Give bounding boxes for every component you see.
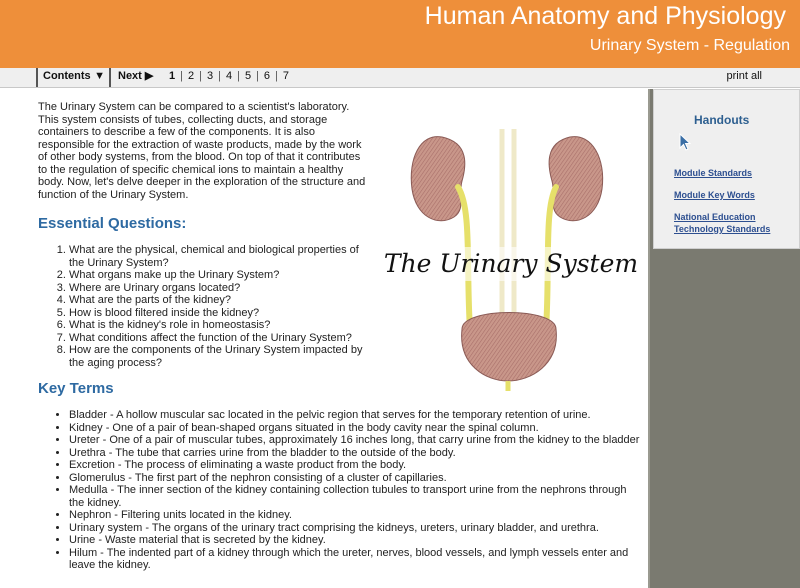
question-item: 7. What conditions affect the function of the Urinary System?: [69, 332, 369, 345]
page-separator: |: [199, 70, 202, 82]
page-separator: |: [256, 70, 259, 82]
next-button[interactable]: [118, 68, 153, 85]
page-header: [0, 0, 800, 68]
sidebar: [648, 89, 800, 588]
module-standards-link[interactable]: Module Standards: [674, 168, 753, 178]
term-item: • Nephron - Filtering units located in the kidney.: [69, 509, 644, 522]
page-separator: |: [275, 70, 278, 82]
term-item: • Ureter - One of a pair of muscular tubes, approximately 16 inches long, that carry urine from the kidney to the bladder: [69, 434, 644, 447]
term-item: • Excretion - The process of eliminating a waste product from the body.: [69, 459, 644, 472]
contents-dropdown[interactable]: [36, 68, 111, 87]
page-link-2[interactable]: 2: [187, 70, 195, 82]
term-item: • Glomerulus - The first part of the nephron consisting of a cluster of capillaries.: [69, 472, 644, 485]
urinary-organs-drawing: [380, 129, 642, 391]
intro-paragraph: The Urinary System can be compared to a scientist's laboratory. This system consists of tubes, collecting ducts, and storage containers to describe a few of the components. It is also responsible for the extraction of waste products, made by the work of other body systems, from the blood. On top of that it contributes to the regulation of specific chemical ions to maintain a healthy body. Now, let's delve deeper in the exploration of the structure and function of the Urinary System.: [38, 101, 366, 201]
play-arrow-icon: ▶: [144, 70, 154, 82]
page-link-3[interactable]: 3: [206, 70, 214, 82]
page-link-6[interactable]: 6: [263, 70, 271, 82]
page-link-4[interactable]: 4: [225, 70, 233, 82]
term-item: • Bladder - A hollow muscular sac located in the pelvic region that serves for the temporary retention of urine.: [69, 409, 644, 422]
key-terms-list: [69, 409, 644, 572]
page-separator: |: [237, 70, 240, 82]
contents-label: Contents: [43, 70, 91, 82]
print-all-link[interactable]: print all: [726, 70, 762, 82]
question-item: 6. What is the kidney's role in homeostasis?: [69, 319, 369, 332]
main-content: [0, 89, 648, 588]
page-link-7[interactable]: 7: [282, 70, 290, 82]
question-item: 1. What are the physical, chemical and biological properties of the Urinary System?: [69, 244, 369, 269]
bladder: [462, 313, 557, 382]
question-item: 4. What are the parts of the kidney?: [69, 294, 369, 307]
page-links: [166, 68, 292, 85]
page-separator: |: [218, 70, 221, 82]
right-kidney: [549, 137, 603, 221]
key-terms-heading: Key Terms: [38, 380, 114, 397]
page-link-1[interactable]: 1: [169, 70, 176, 82]
handouts-panel: [653, 89, 800, 249]
illustration-caption: The Urinary System: [383, 249, 639, 278]
nav-bar: [0, 68, 800, 88]
urinary-system-illustration: [380, 129, 642, 391]
term-item: • Kidney - One of a pair of bean-shaped organs situated in the body cavity near the spinal column.: [69, 422, 644, 435]
next-label: Next: [118, 70, 142, 82]
page-link-5[interactable]: 5: [244, 70, 252, 82]
national-education-technology-standards-link[interactable]: National Education Technology Standards: [674, 212, 771, 234]
site-title: Human Anatomy and Physiology: [424, 2, 786, 30]
term-item: • Urine - Waste material that is secreted by the kidney.: [69, 534, 644, 547]
caret-down-icon: ▼: [94, 70, 105, 82]
term-item: • Urinary system - The organs of the urinary tract comprising the kidneys, ureters, urinary bladder, and urethra.: [69, 522, 644, 535]
page-separator: |: [180, 70, 183, 82]
left-kidney: [411, 137, 465, 221]
essential-questions-heading: Essential Questions:: [38, 215, 187, 232]
questions-list: [69, 244, 369, 369]
question-item: 2. What organs make up the Urinary System?: [69, 269, 369, 282]
pointer-cursor-icon: [678, 133, 692, 151]
question-item: 8. How are the components of the Urinary System impacted by the aging process?: [69, 344, 369, 369]
question-item: 3. Where are Urinary organs located?: [69, 282, 369, 295]
module-key-words-link[interactable]: Module Key Words: [674, 190, 755, 200]
term-item: • Medulla - The inner section of the kidney containing collection tubules to transport urine from the nephrons through the kidney.: [69, 484, 644, 509]
question-item: 5. How is blood filtered inside the kidney?: [69, 307, 369, 320]
page-subtitle: Urinary System - Regulation: [589, 37, 790, 54]
term-item: • Urethra - The tube that carries urine from the bladder to the outside of the body.: [69, 447, 644, 460]
handouts-heading: Handouts: [694, 113, 750, 127]
term-item: • Hilum - The indented part of a kidney through which the ureter, nerves, blood vessels, and lymph vessels enter and leave the kidney.: [69, 547, 644, 572]
